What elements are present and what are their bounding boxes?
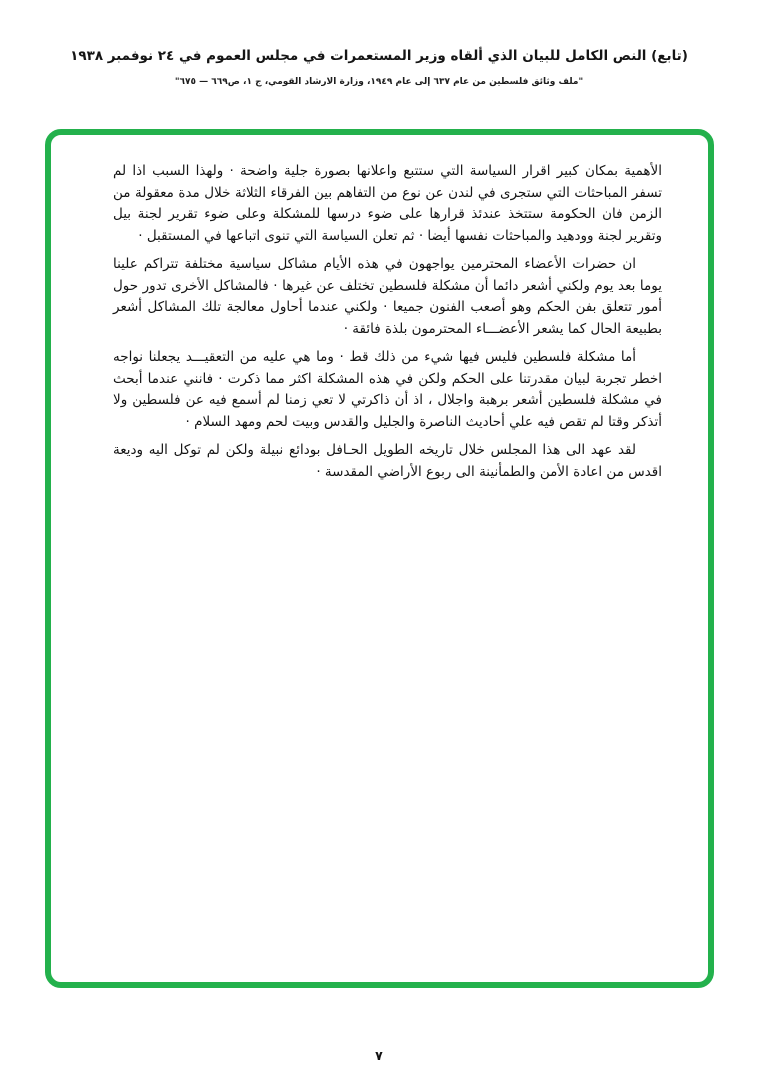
page-footer <box>0 1045 758 1064</box>
body-paragraph: أما مشكلة فلسطين فليس فيها شيء من ذلك قط · وما هي عليه من التعقيـــد يجعلنا نواجه اخطر تجربة لبيان مقدرتنا على الحكم ولكن في هذه المشكلة اكثر مما ذكرت · فانني عندما أبحث في مشكلة فلسطين أشعر برهبة واجلال ، اذ أن ذاكرتي لا تعي زمنا لم أسمع فيه عن فلسطين ولا أتذكر وقتا لم تقص فيه علي أحاديث الناصرة والجليل والقدس وبيت لحم ومهد السلام · <box>113 349 662 430</box>
body-paragraph: الأهمية بمكان كبير اقرار السياسة التي ستتبع واعلانها بصورة جلية واضحة · ولهذا السبب اذا لم تسفر المباحثات التي ستجرى في لندن عن نوع من التفاهم بين الفرقاء الثلاثة خلال مدة معقولة من الزمن فان الحكومة ستتخذ عندئذ قرارها على ضوء درسها للمشكلة وعلى ضوء تقرير لجنة بيل وتقرير لجنة وودهيد والمباحثات نفسها أيضا · ثم تعلن السياسة التي تنوى اتباعها في المستقبل · <box>113 163 662 244</box>
page-number: ٧ <box>375 1048 383 1063</box>
document-source-citation: "ملف وثائق فلسطين من عام ٦٣٧ إلى عام ١٩٤٩، وزارة الارشاد القومي، ج ١، ص٦٦٩ — ٦٧٥" <box>174 76 584 87</box>
document-title: (تابع) النص الكامل للبيان الذي ألقاه وزير المستعمرات في مجلس العموم في ٢٤ نوفمبر ١٩٣٨ <box>70 48 688 64</box>
content-frame <box>45 129 714 988</box>
document-body <box>51 135 708 483</box>
document-header <box>0 47 758 87</box>
body-paragraph: لقد عهد الى هذا المجلس خلال تاريخه الطويل الحـافل بودائع نبيلة ولكن لم توكل اليه وديعة اقدس من اعادة الأمن والطمأنينة الى ربوع الأراضي المقدسة · <box>113 442 662 480</box>
body-paragraph: ان حضرات الأعضاء المحترمين يواجهون في هذه الأيام مشاكل سياسية مختلفة تتراكم علينا يوما بعد يوم ولكني أشعر دائما أن مشكلة فلسطين تختلف عن غيرها · فالمشاكل الأخرى تدور حول أمور تتعلق بفن الحكم وهو أصعب الفنون جميعا · ولكني عندما أحاول معالجة تلك المشاكل أشعر بطبيعة الحال كما يشعر الأعضـــاء المحترمون بلذة فائقة · <box>113 256 662 337</box>
